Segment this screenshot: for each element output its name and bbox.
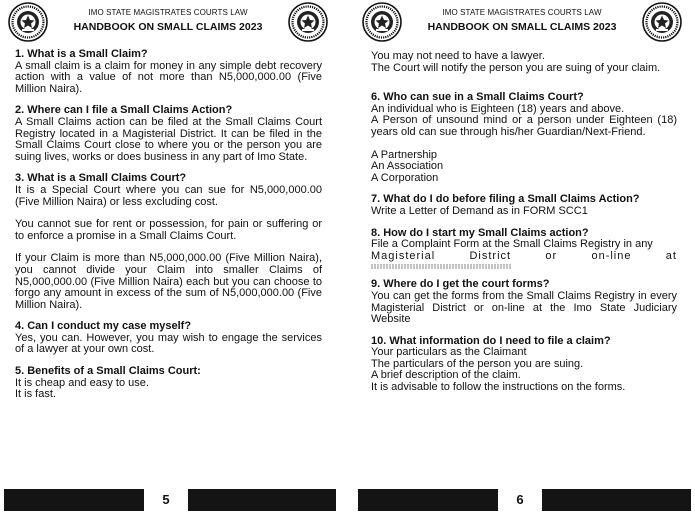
list-item: A Partnership	[371, 149, 438, 161]
answer-text: A small claim is a claim for money in any simple debt recovery action with a value of not more than N5,000,000.00 (Five Million Naira).	[15, 59, 322, 95]
list-item: Your particulars as the Claimant	[371, 347, 527, 359]
list-item: It is advisable to follow the instructions on the forms.	[371, 382, 626, 394]
header-handbook-title: HANDBOOK ON SMALL CLAIMS 2023	[73, 21, 263, 33]
question-heading: 6. Who can sue in a Small Claims Court?	[371, 91, 584, 104]
page-number: 6	[516, 492, 524, 507]
question-heading: 7. What do I do before filing a Small Claims Action?	[371, 193, 640, 206]
answer-text: You can get the forms from the Small Claims Registry in every Magisterial District or on-line at the Imo State Judiciary Website	[371, 289, 677, 326]
page-header	[362, 2, 682, 44]
question-heading: 3. What is a Small Claims Court?	[15, 172, 187, 185]
footer-bar	[358, 489, 498, 511]
list-item: A Corporation	[371, 172, 439, 184]
question-heading: 5. Benefits of a Small Claims Court:	[15, 365, 201, 378]
page-footer	[354, 489, 690, 511]
page-number: 5	[162, 492, 170, 507]
court-seal-icon	[288, 2, 328, 42]
page-6	[354, 0, 690, 513]
question-heading: 9. Where do I get the court forms?	[371, 278, 550, 291]
question-heading: 1. What is a Small Claim?	[15, 48, 148, 60]
court-seal-icon	[8, 2, 48, 42]
page-5	[0, 0, 336, 513]
header-law-title: IMO STATE MAGISTRATES COURTS LAW	[442, 8, 602, 17]
court-seal-icon	[362, 2, 402, 42]
answer-text: Yes, you can. However, you may wish to engage the services of a lawyer at your own cost.	[15, 331, 322, 356]
page-header	[8, 2, 328, 44]
footer-bar	[4, 489, 144, 511]
page-content	[15, 49, 322, 401]
answer-text: File a Complaint Form at the Small Claims Registry in any	[371, 239, 653, 251]
question-heading: 10. What information do I need to file a claim?	[371, 334, 611, 347]
cut-off-text-line	[371, 264, 511, 269]
footer-bar	[542, 489, 691, 511]
header-law-title: IMO STATE MAGISTRATES COURTS LAW	[88, 8, 248, 17]
answer-text: You cannot sue for rent or possession, for pain or suffering or to enforce a promise in a Small Claims Court.	[15, 218, 322, 242]
answer-text-spread: Magisterial District or on-line at	[371, 249, 677, 262]
list-item: An Association	[371, 161, 444, 173]
question-heading: 8. How do I start my Small Claims action?	[371, 226, 589, 239]
answer-text: A Person of unsound mind or a person under Eighteen (18) years old can sue through his/her Guardian/Next-Friend.	[371, 114, 677, 138]
book-gutter	[336, 0, 354, 513]
answer-text: It is a Special Court where you can sue for N5,000,000.00 (Five Million Naira) or less excluding cost.	[15, 183, 322, 208]
header-handbook-title: HANDBOOK ON SMALL CLAIMS 2023	[427, 21, 617, 33]
benefit-item: You may not need to have a lawyer.	[371, 51, 545, 62]
answer-text: A Small Claims action can be filed at the Small Claims Court Registry located in a Magisterial District. It can be filed in the Small Claims Court close to where you or the person you are suing lives, works or does business in any part of Imo State.	[15, 115, 322, 163]
answer-text: Write a Letter of Demand as in FORM SCC1	[371, 205, 588, 217]
list-item: A brief description of the claim.	[371, 370, 521, 382]
benefit-item: It is fast.	[15, 389, 56, 401]
answer-text: An individual who is Eighteen (18) years and above.	[371, 103, 625, 115]
page-footer	[0, 489, 336, 511]
list-item: The particulars of the person you are suing.	[371, 358, 584, 370]
page-content	[371, 51, 677, 394]
benefit-item: It is cheap and easy to use.	[15, 377, 149, 389]
question-heading: 2. Where can I file a Small Claims Action?	[15, 104, 233, 117]
question-heading: 4. Can I conduct my case myself?	[15, 320, 192, 333]
footer-bar	[188, 489, 336, 511]
answer-text: If your Claim is more than N5,000,000.00 (Five Million Naira), you cannot divide your Claim into smaller Claims of N5,000,000.00 (Five Million Naira) each but you can choose to forgo any amount in excess of the sum of N5,000,000.00 (Five Million Naira).	[15, 252, 322, 311]
court-seal-icon	[642, 2, 682, 42]
benefit-item: The Court will notify the person you are suing of your claim.	[371, 62, 661, 74]
